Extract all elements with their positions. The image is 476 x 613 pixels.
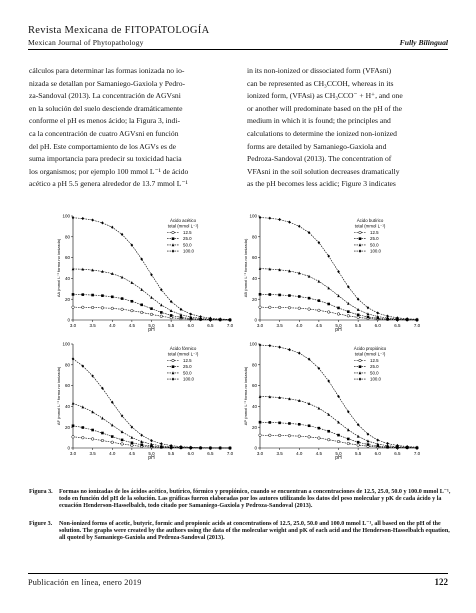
data-point: [288, 422, 291, 425]
y-tick-label: 0: [254, 317, 257, 323]
data-point: [386, 442, 389, 445]
data-point: [337, 440, 340, 443]
data-point: [172, 359, 175, 362]
x-tick-label: 5.5: [167, 451, 175, 456]
body-line: can be represented as CH₃CCOH, whereas in its: [247, 78, 394, 88]
data-point: [160, 303, 163, 306]
y-tick-label: 40: [64, 404, 70, 409]
y-tick-label: 100: [62, 213, 70, 219]
legend-label: 12.5: [183, 230, 192, 235]
data-point: [347, 302, 350, 305]
chart-svg: [55, 340, 235, 462]
legend-title: total (mmol L⁻¹): [354, 351, 386, 357]
x-axis-label: pH: [148, 455, 155, 461]
data-point: [308, 308, 311, 311]
legend-label: 50.0: [183, 370, 192, 376]
data-point: [111, 226, 114, 229]
x-tick-label: 3.0: [256, 451, 264, 456]
data-point: [359, 365, 362, 368]
data-point: [172, 250, 175, 253]
legend-label: 100.0: [370, 248, 381, 254]
y-tick-label: 20: [64, 296, 70, 302]
data-point: [367, 316, 370, 319]
data-point: [269, 217, 272, 220]
data-point: [131, 309, 134, 312]
data-point: [278, 306, 281, 309]
body-line: suma importancia para predecir su toxicidad hacia: [29, 154, 182, 164]
data-point: [298, 435, 301, 438]
body-line: ionized form, (VFAsi) as CH₃CCO⁻ + H⁺, and one: [247, 91, 403, 101]
data-point: [140, 443, 143, 446]
journal-title: Revista Mexicana de FITOPATOLOGÍA: [28, 25, 210, 36]
data-point: [101, 307, 104, 310]
data-point: [72, 293, 75, 296]
data-point: [131, 444, 134, 447]
y-axis-label: AB (mmol L⁻¹ forma no ionizada): [243, 238, 248, 298]
data-point: [327, 286, 330, 289]
x-tick-label: 3.5: [276, 451, 283, 456]
body-line: calculations to determine the ionized non-ionized: [247, 128, 397, 138]
journal-subtitle: Mexican Journal of Phytopathology: [28, 38, 144, 47]
caption-text: Non-ionized forms of acetic, butyric, formic and propionic acids at concentrations of 12.5, 25.0, 50.0 and 100.0 mmol L⁻¹, all based on the pH of the solution. The graphs were created by the authors using the data of the molecular weight and pK of each acid and the Henderson-Hasselbalch equation, all quoted by Samaniego-Gaxiola and Pedroza-Sandoval (2013).: [59, 521, 450, 542]
x-tick-label: 6.0: [374, 451, 381, 456]
data-point: [150, 313, 153, 316]
data-point: [269, 434, 272, 437]
data-point: [91, 429, 94, 432]
figure-caption-en: [29, 521, 451, 543]
data-point: [121, 276, 124, 279]
y-tick-label: 20: [64, 424, 70, 430]
data-point: [170, 309, 173, 312]
data-point: [101, 294, 104, 297]
data-point: [318, 309, 321, 312]
body-line: en la solución del suelo desciende dramáticamente: [29, 103, 183, 113]
data-point: [82, 426, 85, 429]
data-point: [72, 436, 75, 439]
y-tick-label: 100: [249, 341, 257, 347]
legend-title: Ácido fórmico: [169, 346, 197, 351]
x-tick-label: 5.5: [354, 323, 362, 328]
data-point: [367, 306, 370, 309]
data-point: [288, 306, 291, 309]
series-line: [73, 359, 230, 448]
body-line: forms are detailed by Samaniego-Gaxiola and: [247, 141, 387, 151]
data-point: [111, 441, 114, 444]
data-point: [357, 308, 360, 311]
data-point: [131, 300, 134, 303]
data-point: [82, 293, 85, 296]
body-line: medium in which it is found; the principles and: [247, 116, 391, 126]
figure-caption-es: [29, 489, 451, 511]
data-point: [160, 311, 163, 314]
data-point: [101, 439, 104, 442]
data-point: [131, 442, 134, 445]
x-tick-label: 6.5: [394, 323, 401, 328]
data-point: [131, 425, 134, 428]
data-point: [101, 417, 104, 420]
legend-label: 50.0: [183, 242, 192, 248]
data-point: [82, 405, 85, 408]
data-point: [101, 432, 104, 435]
data-point: [259, 434, 262, 437]
data-point: [259, 421, 262, 424]
data-point: [269, 293, 272, 296]
data-point: [278, 218, 281, 221]
data-point: [337, 434, 340, 437]
x-tick-label: 6.0: [187, 323, 194, 328]
body-line: del pH. Este comportamiento de los AGVs es de: [29, 141, 176, 151]
legend-title: Ácido propiónico: [353, 346, 387, 351]
data-point: [150, 296, 153, 299]
caption-text: Formas no ionizadas de los ácidos acético, butírico, fórmico y propiónico, cuando se encuentran a concentraciones de 12.5, 25.0, 50.0 y 100.0 mmol L⁻¹, todo en función del pH de la solución. Las gráficas fueron elaboradas por los autores utilizando los datos del peso molecular y pK de cada ácido y la ecuación Henderson-Hasselbalch, todo citado por Samaniego-Gaxiola y Pedroza-Sandoval (2013).: [59, 489, 451, 510]
x-tick-label: 3.5: [89, 323, 96, 328]
y-tick-label: 0: [67, 445, 70, 451]
legend-label: 25.0: [183, 364, 192, 370]
x-tick-label: 5.5: [167, 323, 175, 328]
data-point: [121, 297, 124, 300]
data-point: [180, 308, 183, 311]
data-point: [91, 294, 94, 297]
y-axis-label: AF (mmol L⁻¹ forma no ionizada): [56, 366, 61, 426]
data-point: [101, 221, 104, 224]
data-point: [288, 294, 291, 297]
data-point: [121, 430, 124, 433]
data-point: [308, 436, 311, 439]
body-column-spanish: [29, 65, 229, 191]
legend-label: 50.0: [370, 370, 379, 376]
legend-label: 100.0: [183, 248, 194, 254]
data-point: [347, 428, 350, 431]
x-tick-label: 4.5: [128, 323, 136, 328]
body-column-english: [247, 65, 449, 191]
x-tick-label: 3.0: [69, 451, 77, 456]
data-point: [72, 402, 75, 405]
y-tick-label: 60: [251, 383, 257, 389]
x-tick-label: 6.5: [207, 323, 214, 328]
data-point: [376, 442, 379, 445]
legend-title: Ácido butírico: [356, 218, 384, 223]
data-point: [170, 300, 173, 303]
series-line: [260, 269, 417, 320]
data-point: [278, 294, 281, 297]
data-point: [131, 281, 134, 284]
data-point: [298, 295, 301, 298]
data-point: [82, 306, 85, 309]
data-point: [121, 443, 124, 446]
data-point: [259, 216, 262, 219]
data-point: [140, 434, 143, 437]
data-point: [172, 237, 175, 240]
x-tick-label: 6.5: [207, 451, 214, 456]
data-point: [318, 299, 321, 302]
data-point: [359, 378, 362, 381]
x-tick-label: 5.0: [148, 323, 155, 328]
data-point: [140, 288, 143, 291]
data-point: [111, 424, 114, 427]
x-tick-label: 7.0: [413, 323, 421, 328]
body-line: acético a pH 5.5 genera alrededor de 13.7 mmol L⁻¹: [29, 179, 188, 189]
y-tick-label: 40: [64, 276, 70, 281]
legend-label: 25.0: [370, 364, 379, 370]
body-line: or another will predominate based on the pH of the: [247, 103, 402, 113]
data-point: [121, 439, 124, 442]
legend-title: total (mmol L⁻¹): [167, 351, 199, 357]
x-tick-label: 7.0: [226, 323, 234, 328]
series-line: [260, 218, 417, 320]
y-tick-label: 100: [249, 213, 257, 219]
legend-title: total (mmol L⁻¹): [167, 223, 199, 229]
data-point: [121, 414, 124, 417]
data-point: [91, 306, 94, 309]
legend-label: 25.0: [183, 236, 192, 242]
y-tick-label: 0: [67, 317, 70, 323]
x-tick-label: 5.0: [335, 323, 342, 328]
x-axis-label: pH: [148, 327, 155, 333]
y-tick-label: 20: [251, 296, 257, 302]
data-point: [327, 413, 330, 416]
data-point: [269, 421, 272, 424]
data-point: [357, 314, 360, 317]
chart-acetic: [55, 212, 235, 334]
legend-title: total (mmol L⁻¹): [354, 223, 386, 229]
x-tick-label: 5.0: [148, 451, 155, 456]
data-point: [376, 438, 379, 441]
legend-title: Ácido acético: [169, 218, 197, 223]
data-point: [140, 304, 143, 307]
chart-svg: [242, 340, 422, 462]
data-point: [269, 306, 272, 309]
x-axis-label: pH: [335, 327, 342, 333]
page-number: 122: [434, 577, 448, 587]
caption-label: Figura 3.: [29, 489, 53, 495]
body-line: as the pH becomes less acidic; Figure 3 indicates: [247, 179, 396, 189]
data-point: [318, 427, 321, 430]
x-tick-label: 3.0: [256, 323, 264, 328]
data-point: [308, 297, 311, 300]
data-point: [160, 442, 163, 445]
legend-label: 100.0: [370, 376, 381, 382]
legend-label: 100.0: [183, 376, 194, 382]
data-point: [111, 435, 114, 438]
data-point: [288, 348, 291, 351]
data-point: [131, 436, 134, 439]
data-point: [357, 444, 360, 447]
data-point: [269, 344, 272, 347]
data-point: [170, 314, 173, 317]
data-point: [72, 357, 75, 360]
data-point: [308, 424, 311, 427]
x-tick-label: 4.0: [296, 323, 303, 328]
y-tick-label: 60: [251, 255, 257, 261]
header-rule: [28, 49, 448, 50]
data-point: [259, 293, 262, 296]
y-tick-label: 20: [251, 424, 257, 430]
data-point: [121, 308, 124, 311]
x-tick-label: 7.0: [413, 451, 421, 456]
y-tick-label: 60: [64, 255, 70, 261]
legend-label: 50.0: [370, 242, 379, 248]
chart-formic: [55, 340, 235, 462]
x-tick-label: 4.5: [315, 451, 323, 456]
data-point: [91, 438, 94, 441]
series-line: [73, 218, 230, 320]
data-point: [386, 315, 389, 318]
data-point: [359, 231, 362, 234]
x-tick-label: 3.5: [89, 451, 96, 456]
body-line: za-Sandoval (2013). La concentración de AGVsni: [29, 91, 181, 101]
data-point: [172, 365, 175, 368]
y-tick-label: 40: [251, 404, 257, 409]
data-point: [150, 307, 153, 310]
data-point: [357, 441, 360, 444]
x-tick-label: 6.0: [187, 451, 194, 456]
data-point: [298, 225, 301, 228]
data-point: [367, 312, 370, 315]
data-point: [278, 434, 281, 437]
data-point: [150, 439, 153, 442]
data-point: [347, 310, 350, 313]
body-line: los organismos; por ejemplo 100 mmol L⁻¹ de ácido: [29, 166, 189, 176]
chart-butyric: [242, 212, 422, 334]
data-point: [337, 307, 340, 310]
data-point: [357, 435, 360, 438]
x-tick-label: 7.0: [226, 451, 234, 456]
legend-label: 12.5: [370, 358, 379, 363]
publication-date: Publicación en línea, enero 2019: [28, 578, 142, 587]
data-point: [259, 306, 262, 309]
legend-label: 25.0: [370, 236, 379, 242]
x-tick-label: 4.5: [128, 451, 136, 456]
y-tick-label: 40: [251, 276, 257, 281]
y-tick-label: 80: [64, 362, 70, 368]
legend-label: 12.5: [370, 230, 379, 235]
body-line: in its non-ionized or dissociated form (VFAsni): [247, 66, 392, 75]
data-point: [172, 231, 175, 234]
body-line: cálculos para determinar las formas ionizada no io-: [29, 66, 185, 75]
x-axis-label: pH: [335, 455, 342, 461]
body-line: Pedroza-Sandoval (2013). The concentration of: [247, 154, 392, 164]
data-point: [359, 359, 362, 362]
chart-svg: [55, 212, 235, 334]
y-axis-label: AP (mmol L⁻¹ forma no ionizada): [243, 366, 248, 426]
caption-label: Figure 3.: [29, 521, 53, 527]
legend-label: 12.5: [183, 358, 192, 363]
data-point: [337, 421, 340, 424]
data-point: [298, 352, 301, 355]
data-point: [298, 423, 301, 426]
data-point: [337, 313, 340, 316]
data-point: [111, 307, 114, 310]
data-point: [160, 288, 163, 291]
data-point: [91, 218, 94, 221]
data-point: [72, 424, 75, 427]
data-point: [327, 438, 330, 441]
data-point: [359, 237, 362, 240]
x-tick-label: 4.5: [315, 323, 323, 328]
data-point: [359, 250, 362, 253]
data-point: [180, 316, 183, 319]
chart-propionic: [242, 340, 422, 462]
data-point: [82, 217, 85, 220]
x-tick-label: 3.5: [276, 323, 283, 328]
body-line: ca la concentración de cuatro AGVsni en función: [29, 128, 179, 138]
data-point: [82, 436, 85, 439]
data-point: [318, 407, 321, 410]
footer-rule: [28, 573, 448, 574]
data-point: [347, 438, 350, 441]
data-point: [288, 434, 291, 437]
data-point: [180, 313, 183, 316]
x-tick-label: 3.0: [69, 323, 77, 328]
chart-svg: [242, 212, 422, 334]
x-tick-label: 4.0: [109, 451, 116, 456]
data-point: [140, 311, 143, 314]
x-tick-label: 4.0: [296, 451, 303, 456]
data-point: [298, 307, 301, 310]
y-tick-label: 60: [64, 383, 70, 389]
x-tick-label: 5.0: [335, 451, 342, 456]
data-point: [318, 437, 321, 440]
data-point: [347, 315, 350, 318]
data-point: [199, 315, 202, 318]
y-tick-label: 0: [254, 445, 257, 451]
data-point: [288, 221, 291, 224]
data-point: [327, 311, 330, 314]
data-point: [170, 316, 173, 319]
data-point: [347, 442, 350, 445]
x-tick-label: 6.5: [394, 451, 401, 456]
data-point: [278, 346, 281, 349]
y-tick-label: 80: [64, 234, 70, 240]
y-tick-label: 80: [251, 362, 257, 368]
data-point: [121, 233, 124, 236]
bilingual-badge: Fully Bilingual: [399, 38, 448, 47]
x-tick-label: 6.0: [374, 323, 381, 328]
data-point: [111, 296, 114, 299]
data-point: [327, 303, 330, 306]
body-line: VFAsni in the soil solution decreases dramatically: [247, 166, 400, 176]
data-point: [376, 311, 379, 314]
y-axis-label: AA (mmol L⁻¹ forma no ionizada): [56, 238, 61, 298]
data-point: [160, 315, 163, 318]
y-tick-label: 80: [251, 234, 257, 240]
data-point: [172, 378, 175, 381]
series-line: [73, 269, 230, 320]
data-point: [72, 216, 75, 219]
x-tick-label: 5.5: [354, 451, 362, 456]
body-line: conforme el pH es menos ácido; la Figura 3, indi-: [29, 116, 180, 126]
y-tick-label: 100: [62, 341, 70, 347]
data-point: [72, 306, 75, 309]
data-point: [189, 312, 192, 315]
data-point: [278, 422, 281, 425]
data-point: [337, 294, 340, 297]
data-point: [327, 430, 330, 433]
x-tick-label: 4.0: [109, 323, 116, 328]
body-line: nizada se detallan por Samaniego-Gaxiola y Pedro-: [29, 78, 186, 88]
data-point: [367, 443, 370, 446]
data-point: [357, 316, 360, 319]
